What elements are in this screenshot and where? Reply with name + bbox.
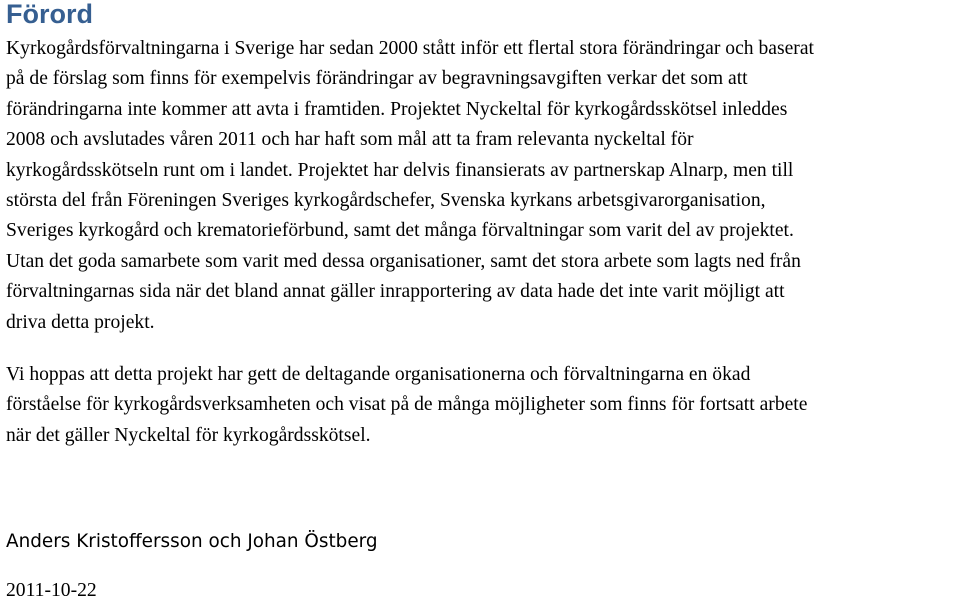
paragraph-line: kyrkogårdsskötseln runt om i landet. Projektet har delvis finansierats av partnerskap Alnarp, men till [6,159,794,181]
paragraph-line: när det gäller Nyckeltal för kyrkogårdsskötsel. [6,424,371,446]
heading-forord: Förord [6,0,93,29]
paragraph-line: Utan det goda samarbete som varit med dessa organisationer, samt det stora arbete som lagts ned från [6,250,801,272]
paragraph-line: driva detta projekt. [6,311,155,333]
document-date: 2011-10-22 [6,580,97,601]
paragraph-line: Kyrkogårdsförvaltningarna i Sverige har sedan 2000 stått inför ett flertal stora förändringar och baserat [6,38,814,59]
author-signature: Anders Kristoffersson och Johan Östberg [6,531,378,552]
paragraph-intro [6,34,958,338]
paragraph-line: förändringarna inte kommer att avta i framtiden. Projektet Nyckeltal för kyrkogårdsskötsel inleddes [6,98,788,120]
paragraph-line: Sveriges kyrkogård och krematorieförbund, samt det många förvaltningar som varit del av projektet. [6,220,794,242]
paragraph-line: på de förslag som finns för exempelvis förändringar av begravningsavgiften verkar det som att [6,68,748,90]
paragraph-line: förvaltningarnas sida när det bland annat gäller inrapportering av data hade det inte varit möjligt att [6,281,785,303]
paragraph-line: förståelse för kyrkogårdsverksamheten och visat på de många möjligheter som finns för fortsatt arbete [6,394,808,416]
paragraph-line: största del från Föreningen Sveriges kyrkogårdschefer, Svenska kyrkans arbetsgivarorganisation, [6,190,766,212]
paragraph-line: 2008 och avslutades våren 2011 och har haft som mål att ta fram relevanta nyckeltal för [6,129,694,151]
paragraph-line: Vi hoppas att detta projekt har gett de deltagande organisationerna och förvaltningarna en ökad [6,364,751,385]
paragraph-hope [6,360,958,451]
